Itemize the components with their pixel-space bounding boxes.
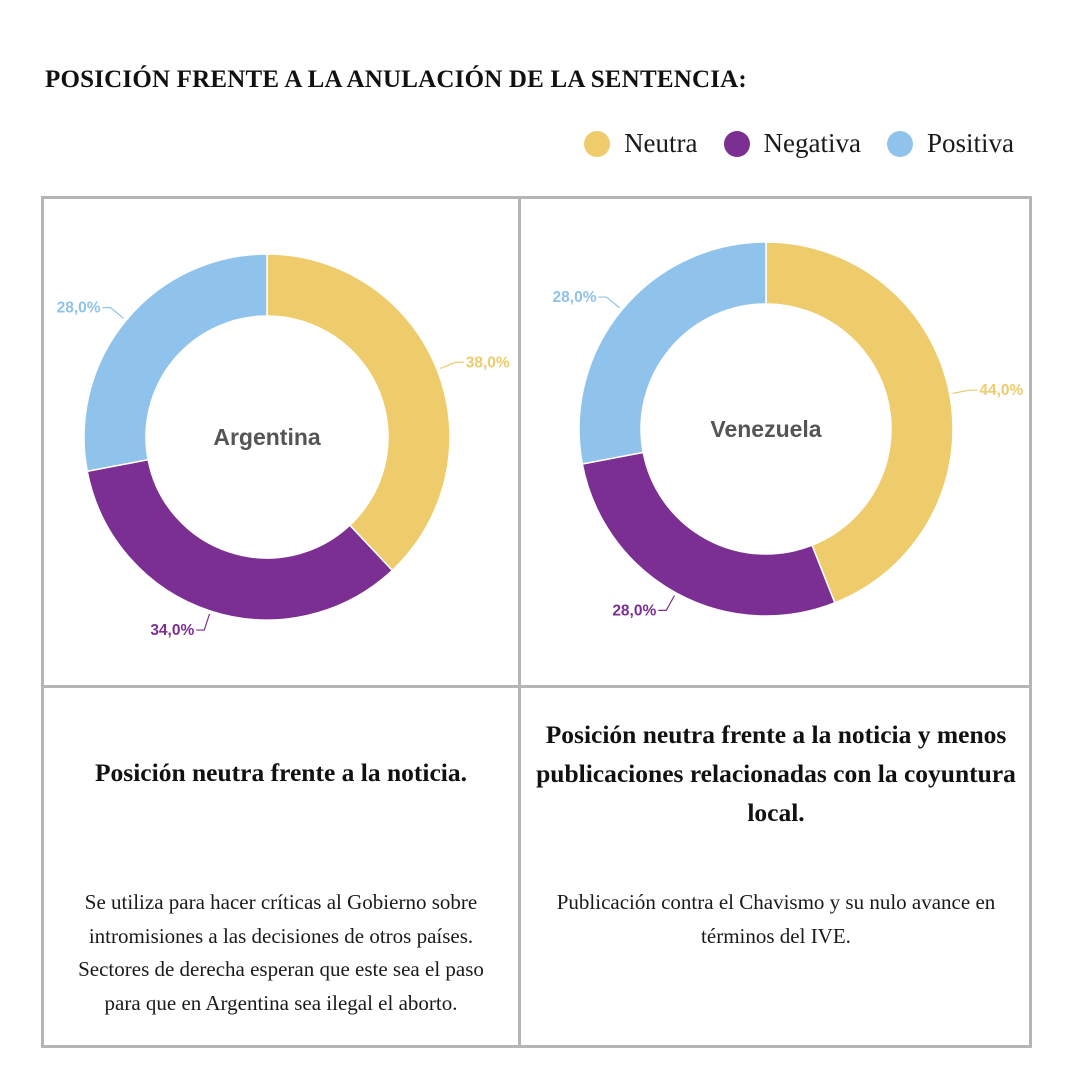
slice-argentina-negativa xyxy=(87,460,392,620)
data-label-argentina-positiva: 28,0% xyxy=(56,299,101,317)
chart-center-label-argentina: Argentina xyxy=(213,424,321,450)
donut-chart-venezuela xyxy=(522,200,1030,686)
legend-label-negativa: Negativa xyxy=(763,128,861,158)
legend-item-negativa xyxy=(724,128,861,159)
donut-chart-argentina xyxy=(44,200,519,686)
data-label-argentina-negativa: 34,0% xyxy=(150,622,195,640)
leader-line-venezuela-negativa xyxy=(658,595,674,610)
grid-border-top xyxy=(41,196,1032,199)
chart-center-label-venezuela: Venezuela xyxy=(710,416,822,442)
legend-label-neutra: Neutra xyxy=(624,128,698,158)
legend xyxy=(584,128,1014,159)
leader-line-argentina-negativa xyxy=(196,614,209,630)
legend-swatch-neutra xyxy=(584,131,610,157)
data-label-venezuela-negativa: 28,0% xyxy=(612,602,657,620)
legend-item-positiva xyxy=(887,128,1014,159)
summary-venezuela: Posición neutra frente a la noticia y menos publicaciones relacionadas con la coyuntura local. xyxy=(536,720,1016,827)
grid-border-bottom xyxy=(41,1045,1032,1048)
summary-argentina: Posición neutra frente a la noticia. xyxy=(94,758,468,787)
detail-argentina: Se utiliza para hacer críticas al Gobierno sobre intromisiones a las decisiones de otros países. Sectores de derecha esperan que este sea el paso para que en Argentina sea ilegal el aborto. xyxy=(78,890,484,1015)
data-label-venezuela-neutra: 44,0% xyxy=(979,382,1024,400)
detail-venezuela: Publicación contra el Chavismo y su nulo avance en términos del IVE. xyxy=(556,890,996,948)
legend-swatch-positiva xyxy=(887,131,913,157)
leader-line-argentina-neutra xyxy=(440,362,464,368)
slice-argentina-neutra xyxy=(267,254,450,570)
leader-line-argentina-positiva xyxy=(103,308,124,319)
legend-swatch-negativa xyxy=(724,131,750,157)
leader-line-venezuela-positiva xyxy=(599,297,620,308)
slice-venezuela-negativa xyxy=(582,452,835,616)
legend-label-positiva: Positiva xyxy=(926,128,1014,158)
leader-line-venezuela-neutra xyxy=(953,390,978,393)
page-title: POSICIÓN FRENTE A LA ANULACIÓN DE LA SENTENCIA: xyxy=(45,66,747,93)
data-label-argentina-neutra: 38,0% xyxy=(465,354,510,372)
data-label-venezuela-positiva: 28,0% xyxy=(552,289,597,307)
legend-item-neutra xyxy=(584,128,697,159)
